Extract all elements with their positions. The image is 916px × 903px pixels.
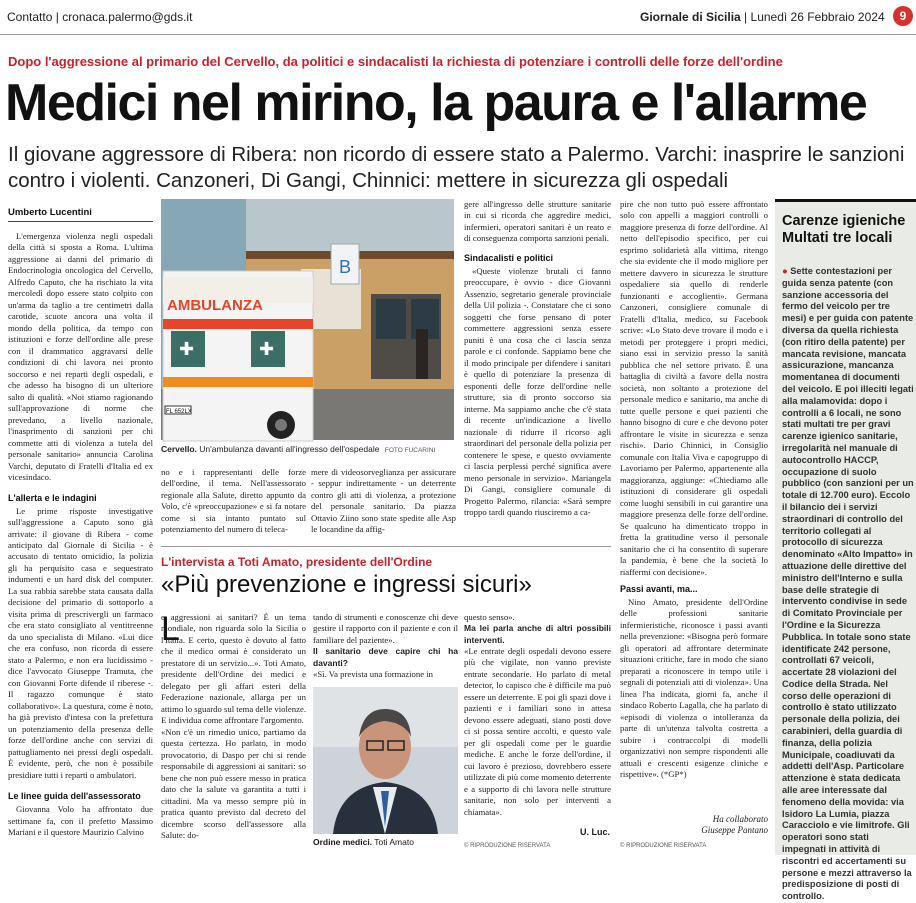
header-rule <box>0 34 916 35</box>
bullet-icon: ● <box>782 266 788 276</box>
interview-title: «Più prevenzione e ingressi sicuri» <box>161 571 532 598</box>
newspaper-name: Giornale di Sicilia <box>640 10 741 24</box>
article-column-4: gere all'ingresso delle strutture sanitarie in cui si ricorda che aggredire medici, infermieri, operatori sanitari è un reato e di conseguenza comporta sanzioni penali. Sindacalisti e politici «Queste violenze brutali ci fanno preoccupare, è ovvio - dice Giovanni Assenzio, segretario generale provinciale della Uil polizia -. Constatare che ci sono soggetti che forse pensano di poter commettere aggressioni senza essere puniti è una cosa che ci lascia senza parole e ci confonde. Sappiamo bene che il modo principale per difendere i sanitari è quello di potenziare la presenza di esponenti delle forze dell'ordine nelle strutture, sia di pronto soccorso sia interne. Ma sappiamo anche che c'è stata di recente un'indicazione a livello nazionale di ridurre il ricorso agli straordinari del personale della polizia per contenere le spese, e questo ovviamente ci lascia perplessi perché significa avere meno personale in servizio». Mariangela Di Gangi, consigliere comunale di Progetto Palermo, rilancia: «Sarà sempre troppo tardi quando riusciremo a ca- <box>464 199 611 517</box>
issue-date: Lunedì 26 Febbraio 2024 <box>750 10 885 24</box>
interview-signature: U. Luc. <box>580 827 611 837</box>
subheadline: Il giovane aggressore di Ribera: non ricordo di essere stato a Palermo. Varchi: inasprire le sanzioni contro i violenti. Canzoneri, Di Gangi, Chinnici: mettere in sicurezza gli ospedali <box>8 143 905 192</box>
section-heading: Le linee guida dell'assessorato <box>8 791 141 802</box>
col1-paragraph: Le prime risposte investigative sull'aggressione a Caputo sono già arrivate: il giovane di Ribera - come anticipato dal Giornale di Sicilia - è accusato di tentato omicidio, la polizia gli ha perquisito casa e sequestrato indumenti e un hard disk del computer. La sua rabbia sarebbe stata causata dalla decisione del primario di sottoporlo a visita prima di prescrivergli un farmaco che era stato consigliato al ventitreenne da uno specialista di Milano. «Lui dice che era confuso, non ricorda di essere stato a Palermo, e non era lucidissimo - dice l'avvocato Giuseppe Tramuta, che con Giovanni Forte difende il riberese -. Il ragazzo comunque è stato collaborativo». La questura, come è noto, ha già previsto d'intesa con la prefettura un potenziamento della presenza delle forze dell'ordine anche con servizi di pattugliamento nei pressi degli ospedali. È evidente, però, che non è possibile presidiare tutti i reparti o ambulatori. <box>8 505 153 780</box>
article-column-1 <box>8 231 153 853</box>
amato-portrait <box>313 687 458 834</box>
portrait-caption: Ordine medici. Toti Amato <box>313 837 414 847</box>
article-column-3: mere di videosorveglianza per assicurare - seppur indirettamente - un deterrente contro gli atti di violenza, a protezione del personale sanitario. Da piazza Ottavio Ziino sono state spedite alle Asp le locandine da affig- <box>311 467 456 535</box>
contact-email[interactable]: cronaca.palermo@gds.it <box>62 10 193 24</box>
header-masthead: Giornale di Sicilia | Lunedì 26 Febbraio 2024 <box>640 10 885 24</box>
section-heading: Sindacalisti e politici <box>464 252 554 263</box>
portrait-illustration <box>313 687 458 834</box>
kicker: Dopo l'aggressione al primario del Cervello, da politici e sindacalisti la richiesta di potenziare i controlli delle forze dell'ordine <box>8 54 783 69</box>
ambulance-label: AMBULANZA <box>167 297 263 314</box>
license-plate: FL 652LX <box>166 409 192 415</box>
ambulance-photo <box>161 199 454 440</box>
section-heading: L'allerta e le indagini <box>8 492 97 503</box>
interview-kicker: L'intervista a Toti Amato, presidente dell'Ordine <box>161 555 433 569</box>
copyright-note: © RIPRODUZIONE RISERVATA <box>620 843 707 849</box>
building-sign-letter: B <box>339 257 352 277</box>
ambulance-illustration <box>161 199 454 440</box>
article-column-5: pire che non tutto può essere affrontato solo con appelli a maggiori controlli o maggiore presenza di forze dell'ordine. Al netto dell'episodio specifico, per cui esprimo solidarietà alla vittima, ritengo che sia evidente che il modo migliore per mettere davvero in sicurezza le strutture ospedaliere sia quello di renderle funzionanti e accoglienti». Germana Canzoneri, consigliere comunale di Fratelli d'Italia, medico, su Facebook scrive: «Lo Stato deve trovare il modo e i metodi per proteggere i propri medici, siano essi in servizio presso la sanità pubblica che nel settore privato. È una battaglia di civiltà a favore della nostra società, non soltanto a protezione del personale medico e sanitario, ma anche di tutte quelle persone e quei pazienti che hanno bisogno di cure e che devono poter affrontare le visite in sicurezza e senza rischi». Dario Chinnici, in Consiglio comunale con Italia Viva e capogruppo di Lavoriamo per Palermo, appartenente alla maggioranza, aggiunge: «Chiediamo alle istituzioni di considerare gli ospedali come luoghi sensibili in cui garantire una maggiore presenza delle forze dell'ordine. Se qualcuno ha dimenticato troppo in fretta la gratitudine verso il personale sanitario che ci ha consentito di superare la pandemia, è bene che la società lo riaffermi con decisione». Passi avanti, ma... Nino Amato, presidente dell'Ordine delle professioni sanitarie infermieristiche, riconosce i passi avanti nella prevenzione: «Bisogna però formare gli operatori ad affrontare determinate situazioni critiche, fare in modo che siano preparati a riconoscere in tempo utile i segnali di potenziali atti di violenza». Una linea l'ha indicata, giorni fa, anche il sindaco Roberto Lagalla, che ha parlato di «episodi di violenza o intolleranza da parte di un'utenza talvolta costretta a subire i contraccolpi di modelli organizzativi non sempre rispondenti alle attuali e crescenti esigenze cliniche e rispettive». (*GP*) <box>620 199 768 780</box>
dropcap: L <box>161 610 180 648</box>
contact-label: Contatto <box>7 10 53 24</box>
byline-rule <box>8 221 153 222</box>
page-number: 9 <box>899 9 907 23</box>
interview-column-2: tando di strumenti e conoscenze chi deve gestire il rapporto con il paziente e con il familiare del paziente». Il sanitario deve capire chi ha davanti? «Sì. Va prevista una formazione in <box>313 612 458 679</box>
section-heading: Passi avanti, ma... <box>620 583 698 594</box>
interview-column-1: e aggressioni ai sanitari? È un tema mondiale, non riguarda solo la Sicilia o l'Italia. E certo, questo è dovuto al fatto che il medico ormai è considerato un prestatore di un servizio...». Toti Amato, presidente dell'Ordine dei medici e delegato per gli affari esteri della Federazione nazionale, allarga per un attimo lo sguardo sul tema delle violenze. E individua come affrontare l'argomento. «Non c'è un rimedio unico, partiamo da questa certezza. Ho parlato, in modo provocatorio, di Daspo per chi si rende responsabile di aggressioni ai sanitari: so bene che non può essere messo in pratica dato che la salute va garantita a tutti i cittadini. Ma va messo sempre più in pratica quanto previsto dal decreto del dicembre scorso dell'assessore alla Salute: do- <box>161 612 306 841</box>
headline: Medici nel mirino, la paura e l'allarme <box>5 74 867 132</box>
sidebar-title: Carenze igieniche Multati tre locali <box>782 213 906 246</box>
sidebar-text: ● Sette contestazioni per guida senza patente (con sanzione accessoria del fermo del veicolo per tre mesi) e per guida con patente diversa da quella richiesta (con ritiro della patente) per mancata revisione, mancata assicurazione, mancanza momentanea di documenti del veicolo. E poi illeciti legati alla malamovida: dopo i controlli a 6 locali, ne sono stati multati tre per gravi carenze igienico sanitarie, irregolarità nel manuale di autocontrollo HACCP, occupazione di suolo pubblico (con sanzioni per un totale di 12.700 euro). Eccolo il bilancio dei i servizi straordinari di controllo del territorio collegati al protocollo di sicurezza denominato «Alto Impatto» in attuazione delle direttive del ministro dell'Interno e sulla base delle strategie di intervento condivise in sede di Comitato Provinciale per l'Ordine e la Sicurezza Pubblica. In totale sono state identificate 242 persone, controllati 67 veicoli, accertate 28 violazioni del Codice della Strada. Nel corso delle operazioni di controllo è stato utilizzato personale della polizia, dei carabinieri, della guardia di finanza, della polizia Municipale, coadiuvati da addetti dell'Asp. Particolare attenzione è stata dedicata alle aree interessate dal fenomeno della movida: via Isidoro La Lumia, piazza Caracciolo e vie limitrofe. Gli operatori sono stati impegnati in attività di riscontri ed accertamenti su persone e mezzi attraverso la predisposizione di posti di controllo. <box>782 266 914 902</box>
byline: Umberto Lucentini <box>8 207 92 218</box>
svg-text:✚: ✚ <box>259 339 275 359</box>
interview-column-3: questo senso». Ma lei parla anche di altri possibili interventi. «Le entrate degli ospedali devono essere più che vigilate, non vanno previste entrate secondarie. Ho parlato di metal detector, lo capisco che è difficile ma può essere un deterrente. E poi gli spazi dove i pazienti e i familiari sono in attesa devono essere adeguati, siano posti dove ci si possa sentire accolti, e questo vale per gli ospedali come per le guardie mediche. E anche le forze dell'ordine, il cui lavoro è prezioso, dovrebbero essere utilizzate di più come momento deterrente e a supporto di chi lavora nelle strutture sanitarie, non solo per interventi a chiamata». <box>464 612 611 817</box>
interview-copyright: © RIPRODUZIONE RISERVATA <box>464 843 551 849</box>
page-number-badge <box>893 6 913 26</box>
interview-rule <box>161 546 611 547</box>
article-column-2: no e i rappresentanti delle forze dell'ordine, il tema. Nell'assessorato regionale alla Salute, diretto appunto da Volo, c'è «preoccupazione» e si fa notare come si sia intanto puntato sul potenziamento del numero di teleca- <box>161 467 306 535</box>
header-contact: Contatto | cronaca.palermo@gds.it <box>7 10 193 24</box>
svg-text:✚: ✚ <box>179 339 195 359</box>
col1-paragraph: L'emergenza violenza negli ospedali della città si sposta a Roma. L'ultima aggressione ai danni del primario di Endocrinologia oncologica del Cervello, Alfredo Caputo, che ha rischiato la vita mercoledì dopo essere stato colpito con un'arma da taglio a tre centimetri dalla carotide, scuote ancora una volta il mondo della politica, da tempo con istituzioni e forze dell'ordine alle prese con il drammatico aggravarsi delle condizioni di chi lavora nei pronto soccorso e nei reparti degli ospedali, e che adesso ha bisogno di un ulteriore salto di qualità. «Noi stiamo ragionando sull'approvazione di norme che prevedano, a livello nazionale, l'inasprimento di sanzioni per chi commette atti di violenza a tutela del personale sanitario» annuncia Carolina Varchi, deputato di Fratelli d'Italia ed ex vicesindaco. <box>8 231 153 483</box>
collaboration-credit: Ha collaborato Giuseppe Pantano <box>701 814 768 835</box>
photo1-caption: Cervello. Un'ambulanza davanti all'ingresso dell'ospedale FOTO FUCARINI <box>161 444 436 454</box>
col1-paragraph: Giovanna Volo ha affrontato due settimane fa, con il prefetto Massimo Mariani e il questore Maurizio Calvino <box>8 804 153 837</box>
